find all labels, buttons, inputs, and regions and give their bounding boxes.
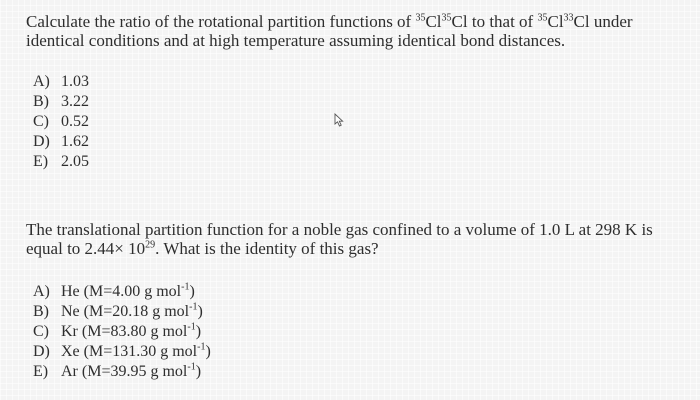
q2-option-c[interactable]: C) Kr (M=83.80 g mol$^{-1}$) bbox=[33, 321, 202, 340]
mouse-pointer-icon bbox=[334, 113, 346, 127]
question-1-text: Calculate the ratio of the rotational partition functions of $^{35}$Cl$^{35}$Cl to that of $^{35}$Cl$^{33}$Cl under identical conditions and at high temperature assuming identical bond distances. bbox=[26, 12, 633, 50]
q1-option-e[interactable]: E) 2.05 bbox=[33, 153, 89, 170]
q2-option-e[interactable]: E) Ar (M=39.95 g mol$^{-1}$) bbox=[33, 361, 202, 380]
q2-option-b[interactable]: B) Ne (M=20.18 g mol$^{-1}$) bbox=[33, 301, 203, 320]
q2-option-d[interactable]: D) Xe (M=131.30 g mol$^{-1}$) bbox=[33, 341, 211, 360]
q1-option-a[interactable]: A) 1.03 bbox=[33, 73, 89, 90]
q1-option-b[interactable]: B) 3.22 bbox=[33, 93, 89, 110]
question-2-text: The translational partition function for a noble gas confined to a volume of 1.0 L at 298 K is equal to $2.44\times 10^{29}$. What is the identity of this gas? bbox=[26, 220, 653, 258]
q1-option-c[interactable]: C) 0.52 bbox=[33, 113, 89, 130]
q2-option-a[interactable]: A) He (M=4.00 g mol$^{-1}$) bbox=[33, 281, 195, 300]
q1-option-d[interactable]: D) 1.62 bbox=[33, 133, 89, 150]
